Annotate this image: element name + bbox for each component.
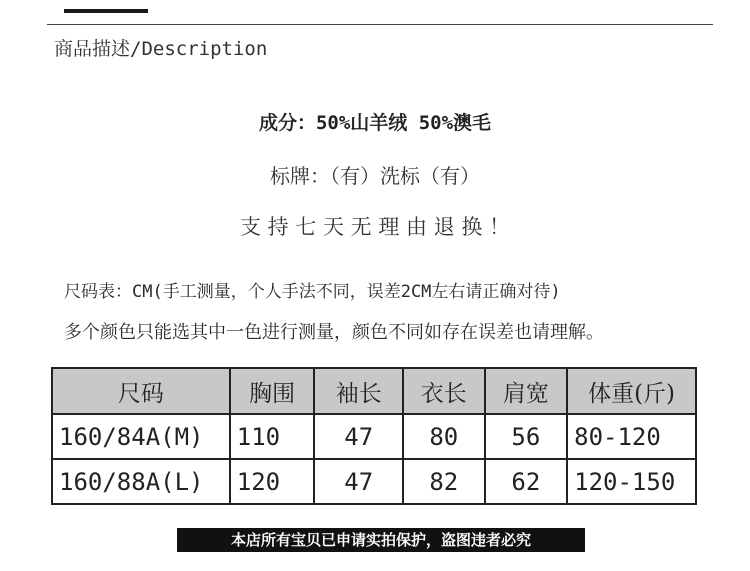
cell-shoulder-width: 62 xyxy=(485,459,568,504)
header-size: 尺码 xyxy=(52,368,230,414)
cell-chest: 110 xyxy=(230,414,315,459)
size-table-header-row xyxy=(52,368,696,414)
label-info-text: 标牌：（有）洗标（有） xyxy=(270,164,480,188)
header-divider xyxy=(47,24,713,25)
cell-sleeve-length: 47 xyxy=(314,414,403,459)
cell-sleeve-length: 47 xyxy=(314,459,403,504)
header-sleeve-length: 袖长 xyxy=(314,368,403,414)
table-row xyxy=(52,414,696,459)
cell-size: 160/88A(L) xyxy=(52,459,230,504)
table-row xyxy=(52,459,696,504)
measurement-note: 尺码表：CM(手工测量，个人手法不同，误差2CM左右请正确对待) xyxy=(64,282,561,302)
copyright-notice: 本店所有宝贝已申请实拍保护，盗图违者必究 xyxy=(177,528,585,552)
cell-size: 160/84A(M) xyxy=(52,414,230,459)
size-table xyxy=(51,367,697,505)
cell-weight: 120-150 xyxy=(567,459,696,504)
cell-weight: 80-120 xyxy=(567,414,696,459)
header-garment-length: 衣长 xyxy=(403,368,485,414)
composition-text: 成分：50%山羊绒 50%澳毛 xyxy=(258,112,492,134)
cell-chest: 120 xyxy=(230,459,315,504)
header-accent-bar xyxy=(64,9,148,13)
cell-garment-length: 82 xyxy=(403,459,485,504)
cell-shoulder-width: 56 xyxy=(485,414,568,459)
cell-garment-length: 80 xyxy=(403,414,485,459)
header-shoulder-width: 肩宽 xyxy=(485,368,568,414)
header-weight: 体重(斤) xyxy=(567,368,696,414)
header-chest: 胸围 xyxy=(230,368,315,414)
return-policy-text: 支 持 七 天 无 理 由 退 换 ！ xyxy=(239,215,511,239)
section-title: 商品描述/Description xyxy=(54,38,268,60)
color-note: 多个颜色只能选其中一色进行测量，颜色不同如存在误差也请理解。 xyxy=(64,322,604,343)
